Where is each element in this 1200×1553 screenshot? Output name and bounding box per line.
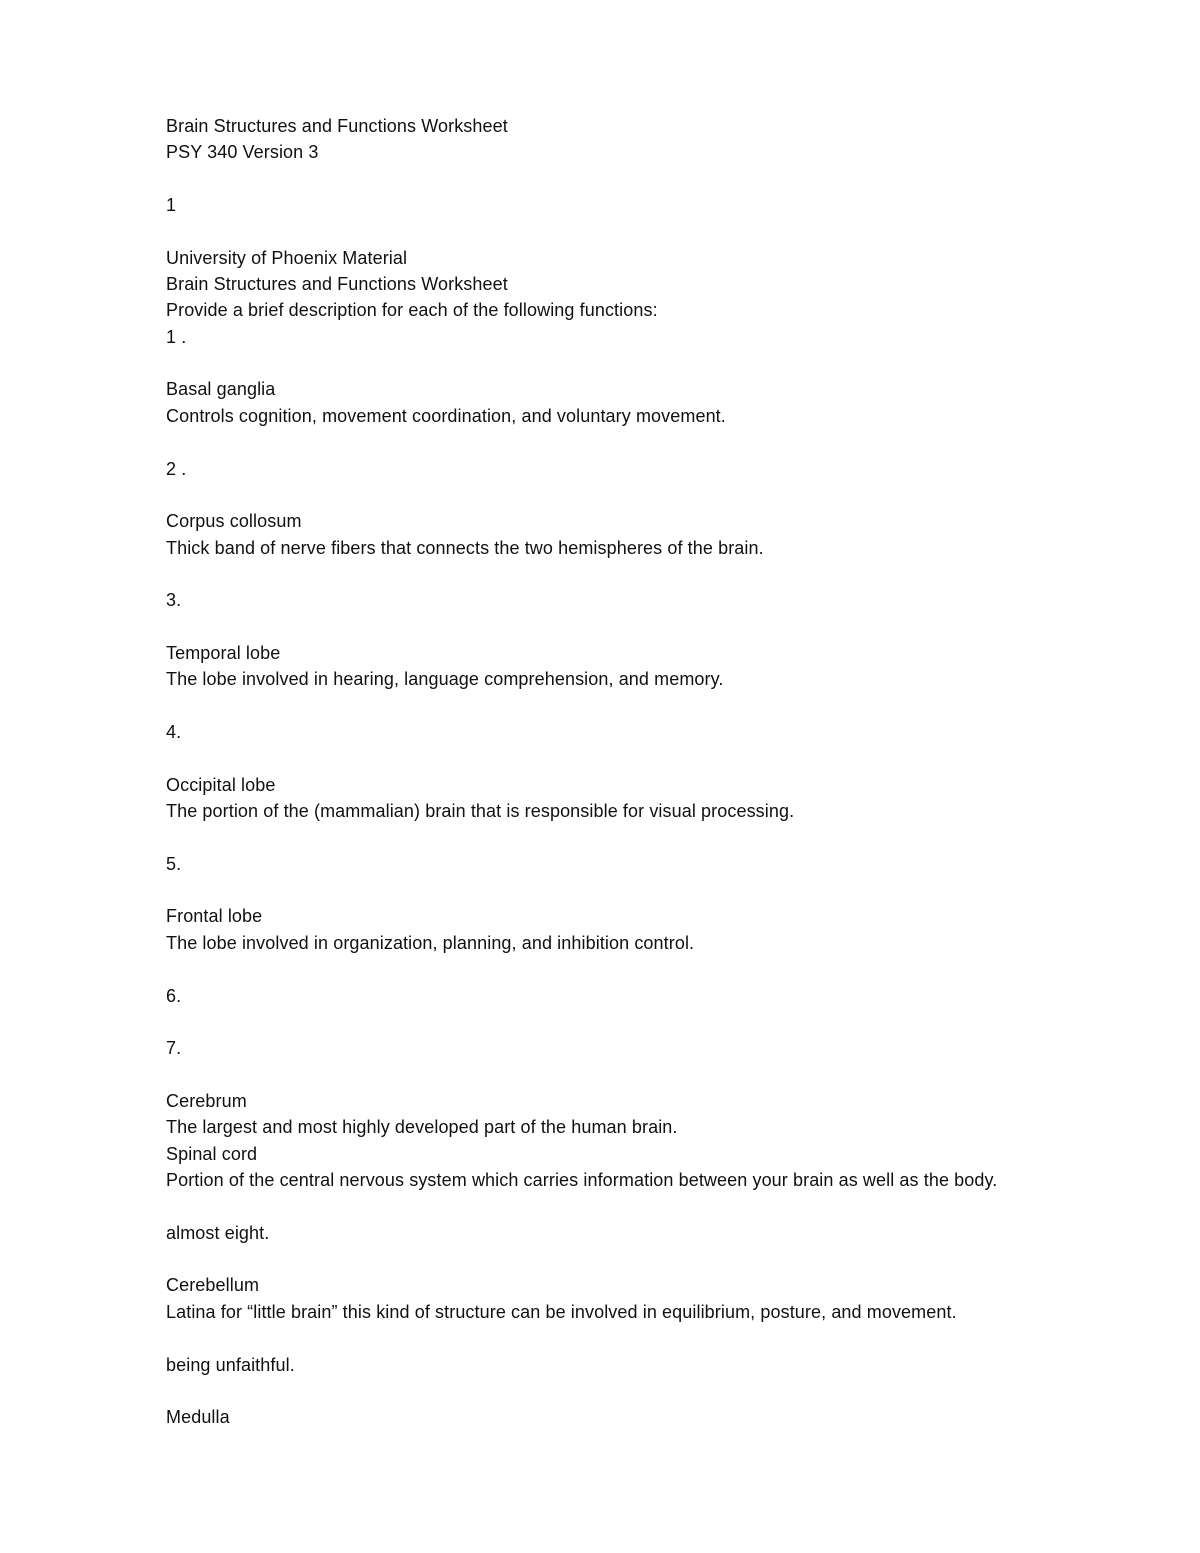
worksheet-title: Brain Structures and Functions Worksheet bbox=[166, 274, 508, 294]
item-marker: 5. bbox=[166, 854, 182, 874]
item-description: The lobe involved in hearing, language comprehension, and memory. bbox=[166, 669, 724, 689]
item-term: Medulla bbox=[166, 1407, 230, 1427]
item-marker: 4. bbox=[166, 722, 182, 742]
page-number: 1 bbox=[166, 195, 177, 215]
item-marker: being unfaithful. bbox=[166, 1355, 295, 1375]
course-version: PSY 340 Version 3 bbox=[166, 142, 319, 162]
item-term: Cerebellum bbox=[166, 1275, 260, 1295]
item-marker: 2 . bbox=[166, 459, 187, 479]
item-description: Thick band of nerve fibers that connects the two hemispheres of the brain. bbox=[166, 538, 764, 558]
institution-label: University of Phoenix Material bbox=[166, 248, 408, 268]
item-marker: 1 . bbox=[166, 327, 187, 347]
item-marker: 3. bbox=[166, 590, 182, 610]
item-term: Temporal lobe bbox=[166, 643, 281, 663]
item-description: Controls cognition, movement coordination, and voluntary movement. bbox=[166, 406, 726, 426]
item-description: The largest and most highly developed part of the human brain. bbox=[166, 1117, 678, 1137]
item-term: Spinal cord bbox=[166, 1144, 258, 1164]
item-term: Frontal lobe bbox=[166, 906, 263, 926]
item-term: Corpus collosum bbox=[166, 511, 302, 531]
item-term: Cerebrum bbox=[166, 1091, 247, 1111]
item-term: Basal ganglia bbox=[166, 379, 276, 399]
instruction-text: Provide a brief description for each of the following functions: bbox=[166, 300, 658, 320]
item-marker: 6. bbox=[166, 986, 182, 1006]
document-title: Brain Structures and Functions Worksheet bbox=[166, 116, 508, 136]
item-description: The portion of the (mammalian) brain that is responsible for visual processing. bbox=[166, 801, 795, 821]
item-description: The lobe involved in organization, planning, and inhibition control. bbox=[166, 933, 695, 953]
item-description: Latina for “little brain” this kind of structure can be involved in equilibrium, posture, and movement. bbox=[166, 1302, 957, 1322]
item-description: Portion of the central nervous system which carries information between your brain as well as the body. bbox=[166, 1170, 998, 1190]
item-marker: 7. bbox=[166, 1038, 182, 1058]
item-term: Occipital lobe bbox=[166, 775, 276, 795]
item-marker: almost eight. bbox=[166, 1223, 270, 1243]
